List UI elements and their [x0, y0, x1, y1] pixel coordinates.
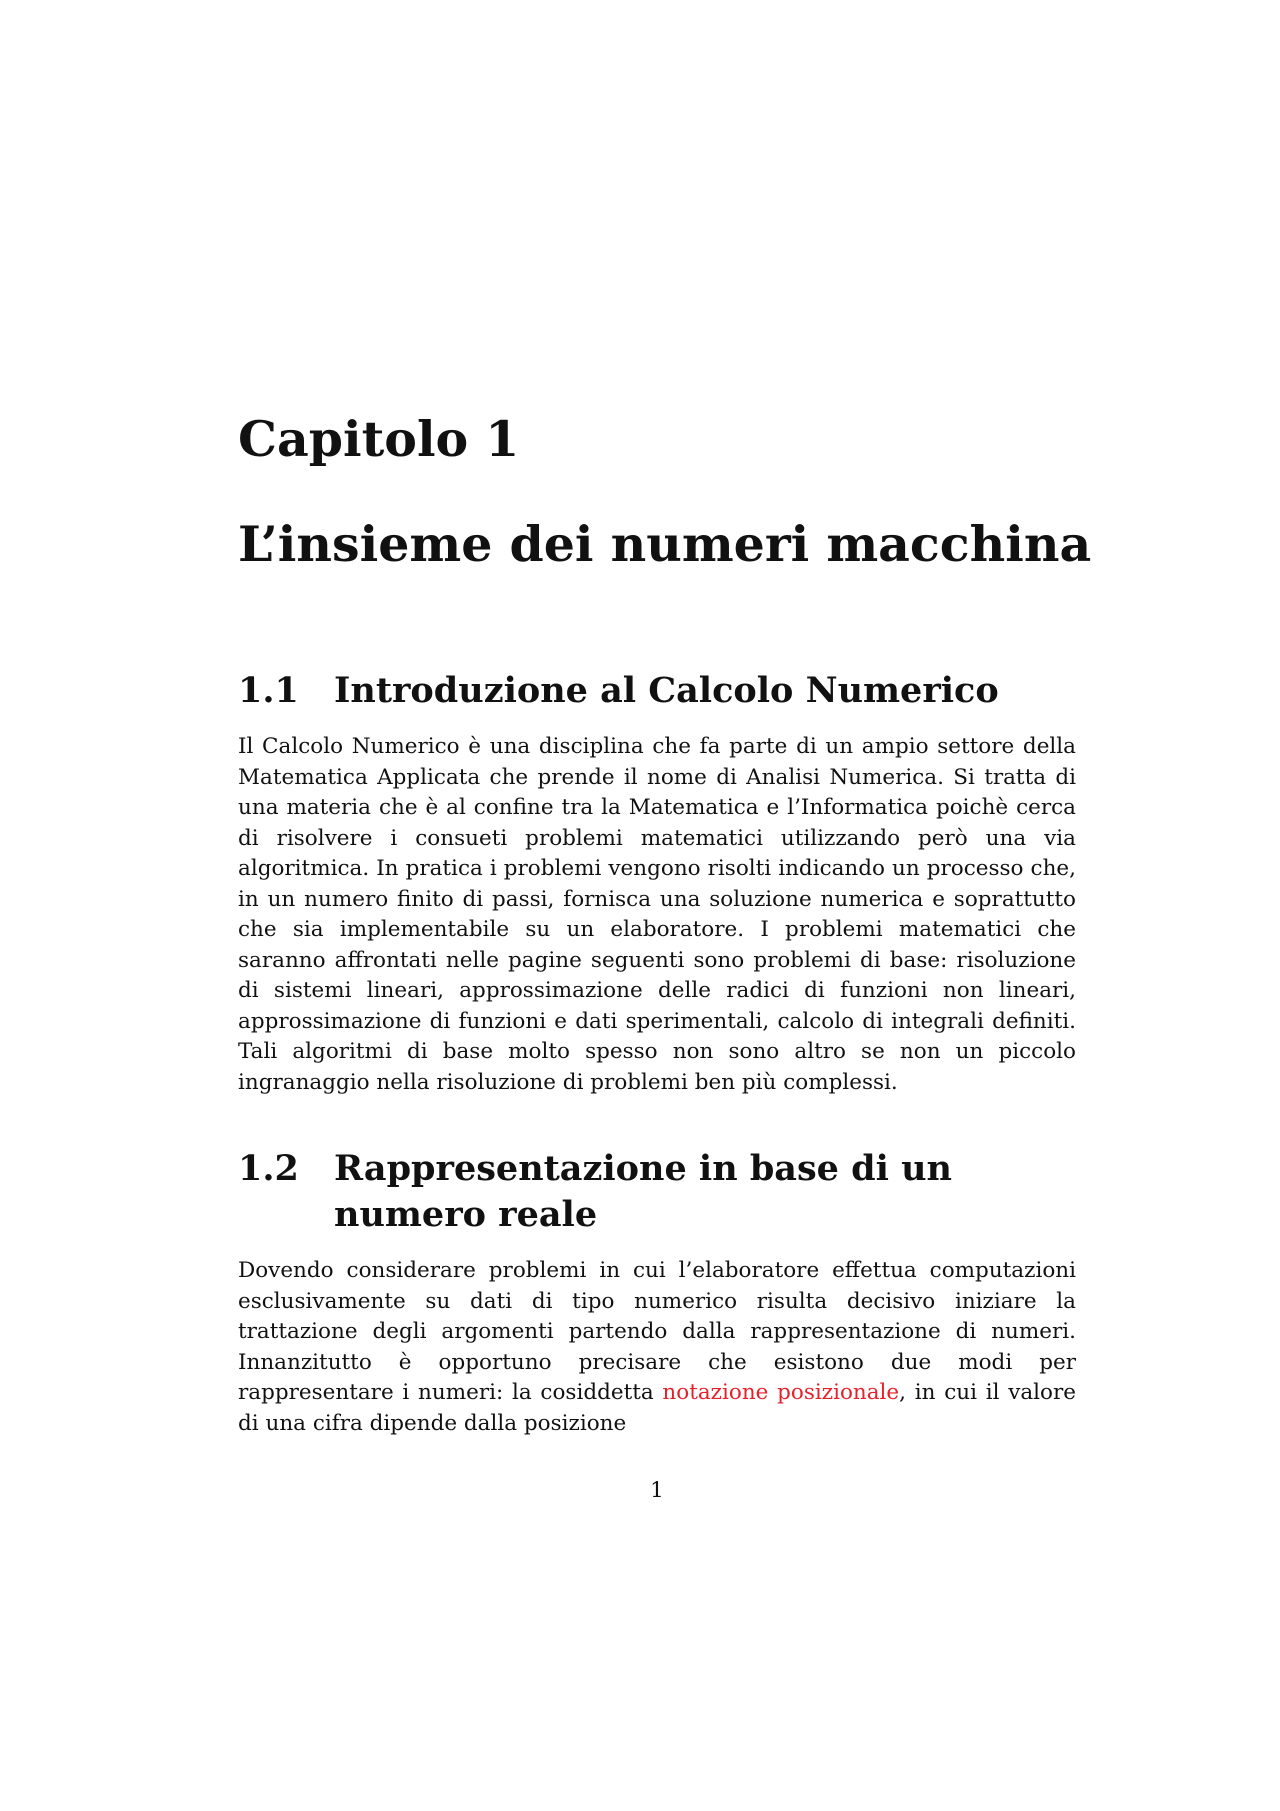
paragraph-text-after: , in cui il valore di una cifra dipende dalla posizione [238, 1380, 1077, 1436]
document-page [238, 0, 1092, 1811]
section-introduction [238, 668, 1076, 1120]
section-title: Introduzione al Calcolo Numerico [334, 670, 999, 711]
paragraph-text-before: Dovendo considerare problemi in cui l’elaboratore effettua computazioni esclusivamente su dati di tipo numerico risulta decisivo iniziare la trattazione degli argomenti partendo dalla rappresentazione di numeri. Innanzitutto è opportuno precisare che esistono due modi per rappresentare i numeri: la cosiddetta [238, 1258, 1076, 1405]
section-heading [238, 1146, 1076, 1238]
chapter-title: L’insieme dei numeri macchina [238, 515, 1092, 573]
page-number: 1 [650, 1478, 664, 1503]
section-paragraph: Il Calcolo Numerico è una disciplina che fa parte di un ampio settore della Matematica Applicata che prende il nome di Analisi Numerica. Si tratta di una materia che è al confine tra la Matematica e l’Informatica poichè cerca di risolvere i consueti problemi matematici utilizzando però una via algoritmica. In pratica i problemi vengono risolti indicando un processo che, in un numero finito di passi, fornisca una soluzione numerica e soprattutto che sia implementabile su un elaboratore. I problemi matematici che saranno affrontati nelle pagine seguenti sono problemi di base: risoluzione di sistemi lineari, approssimazione delle radici di funzioni non lineari, approssimazione di funzioni e dati sperimentali, calcolo di integrali definiti. Tali algoritmi di base molto spesso non sono altro se non un piccolo ingranaggio nella risoluzione di problemi ben più complessi. [238, 734, 1076, 1095]
chapter-label: Capitolo 1 [238, 410, 520, 468]
section-number: 1.2 [238, 1148, 299, 1189]
section-number: 1.1 [238, 670, 299, 711]
section-representation [238, 1146, 1076, 1461]
section-heading [238, 668, 1076, 714]
section-paragraph [238, 1256, 1076, 1439]
highlighted-term-link[interactable]: notazione posizionale [662, 1380, 900, 1405]
section-title: Rappresentazione in base di un numero reale [334, 1148, 952, 1235]
